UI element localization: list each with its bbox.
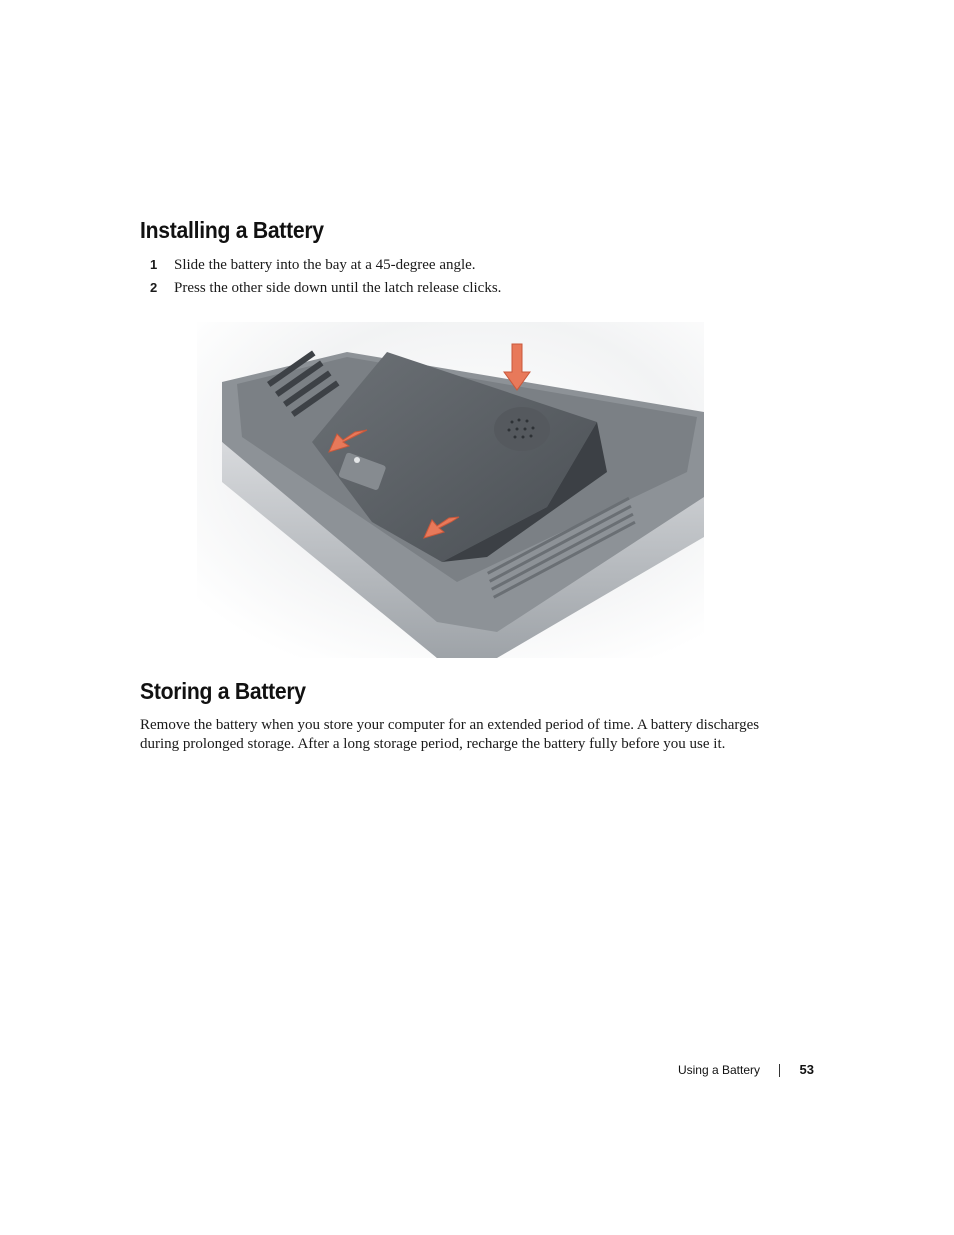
footer-separator [779,1064,780,1077]
storing-paragraph: Remove the battery when you store your computer for an extended period of time. A battery discharges during prolonged storage. After a long storage period, recharge the battery fully before you use it. [140,717,760,752]
footer-section-name: Using a Battery [677,1063,760,1077]
battery-installation-illustration [197,322,704,658]
step-text: Slide the battery into the bay at a 45-degree angle. [174,257,476,273]
page-number: 53 [799,1062,814,1077]
page-footer [0,1062,814,1080]
step-number: 2 [150,280,158,295]
step-1 [150,256,476,274]
section-title-installing: Installing a Battery [140,217,324,243]
speaker-grill [494,407,550,451]
step-number: 1 [150,257,158,272]
step-text: Press the other side down until the latch release clicks. [174,280,502,296]
step-2 [150,279,501,297]
section-title-storing: Storing a Battery [140,678,306,704]
